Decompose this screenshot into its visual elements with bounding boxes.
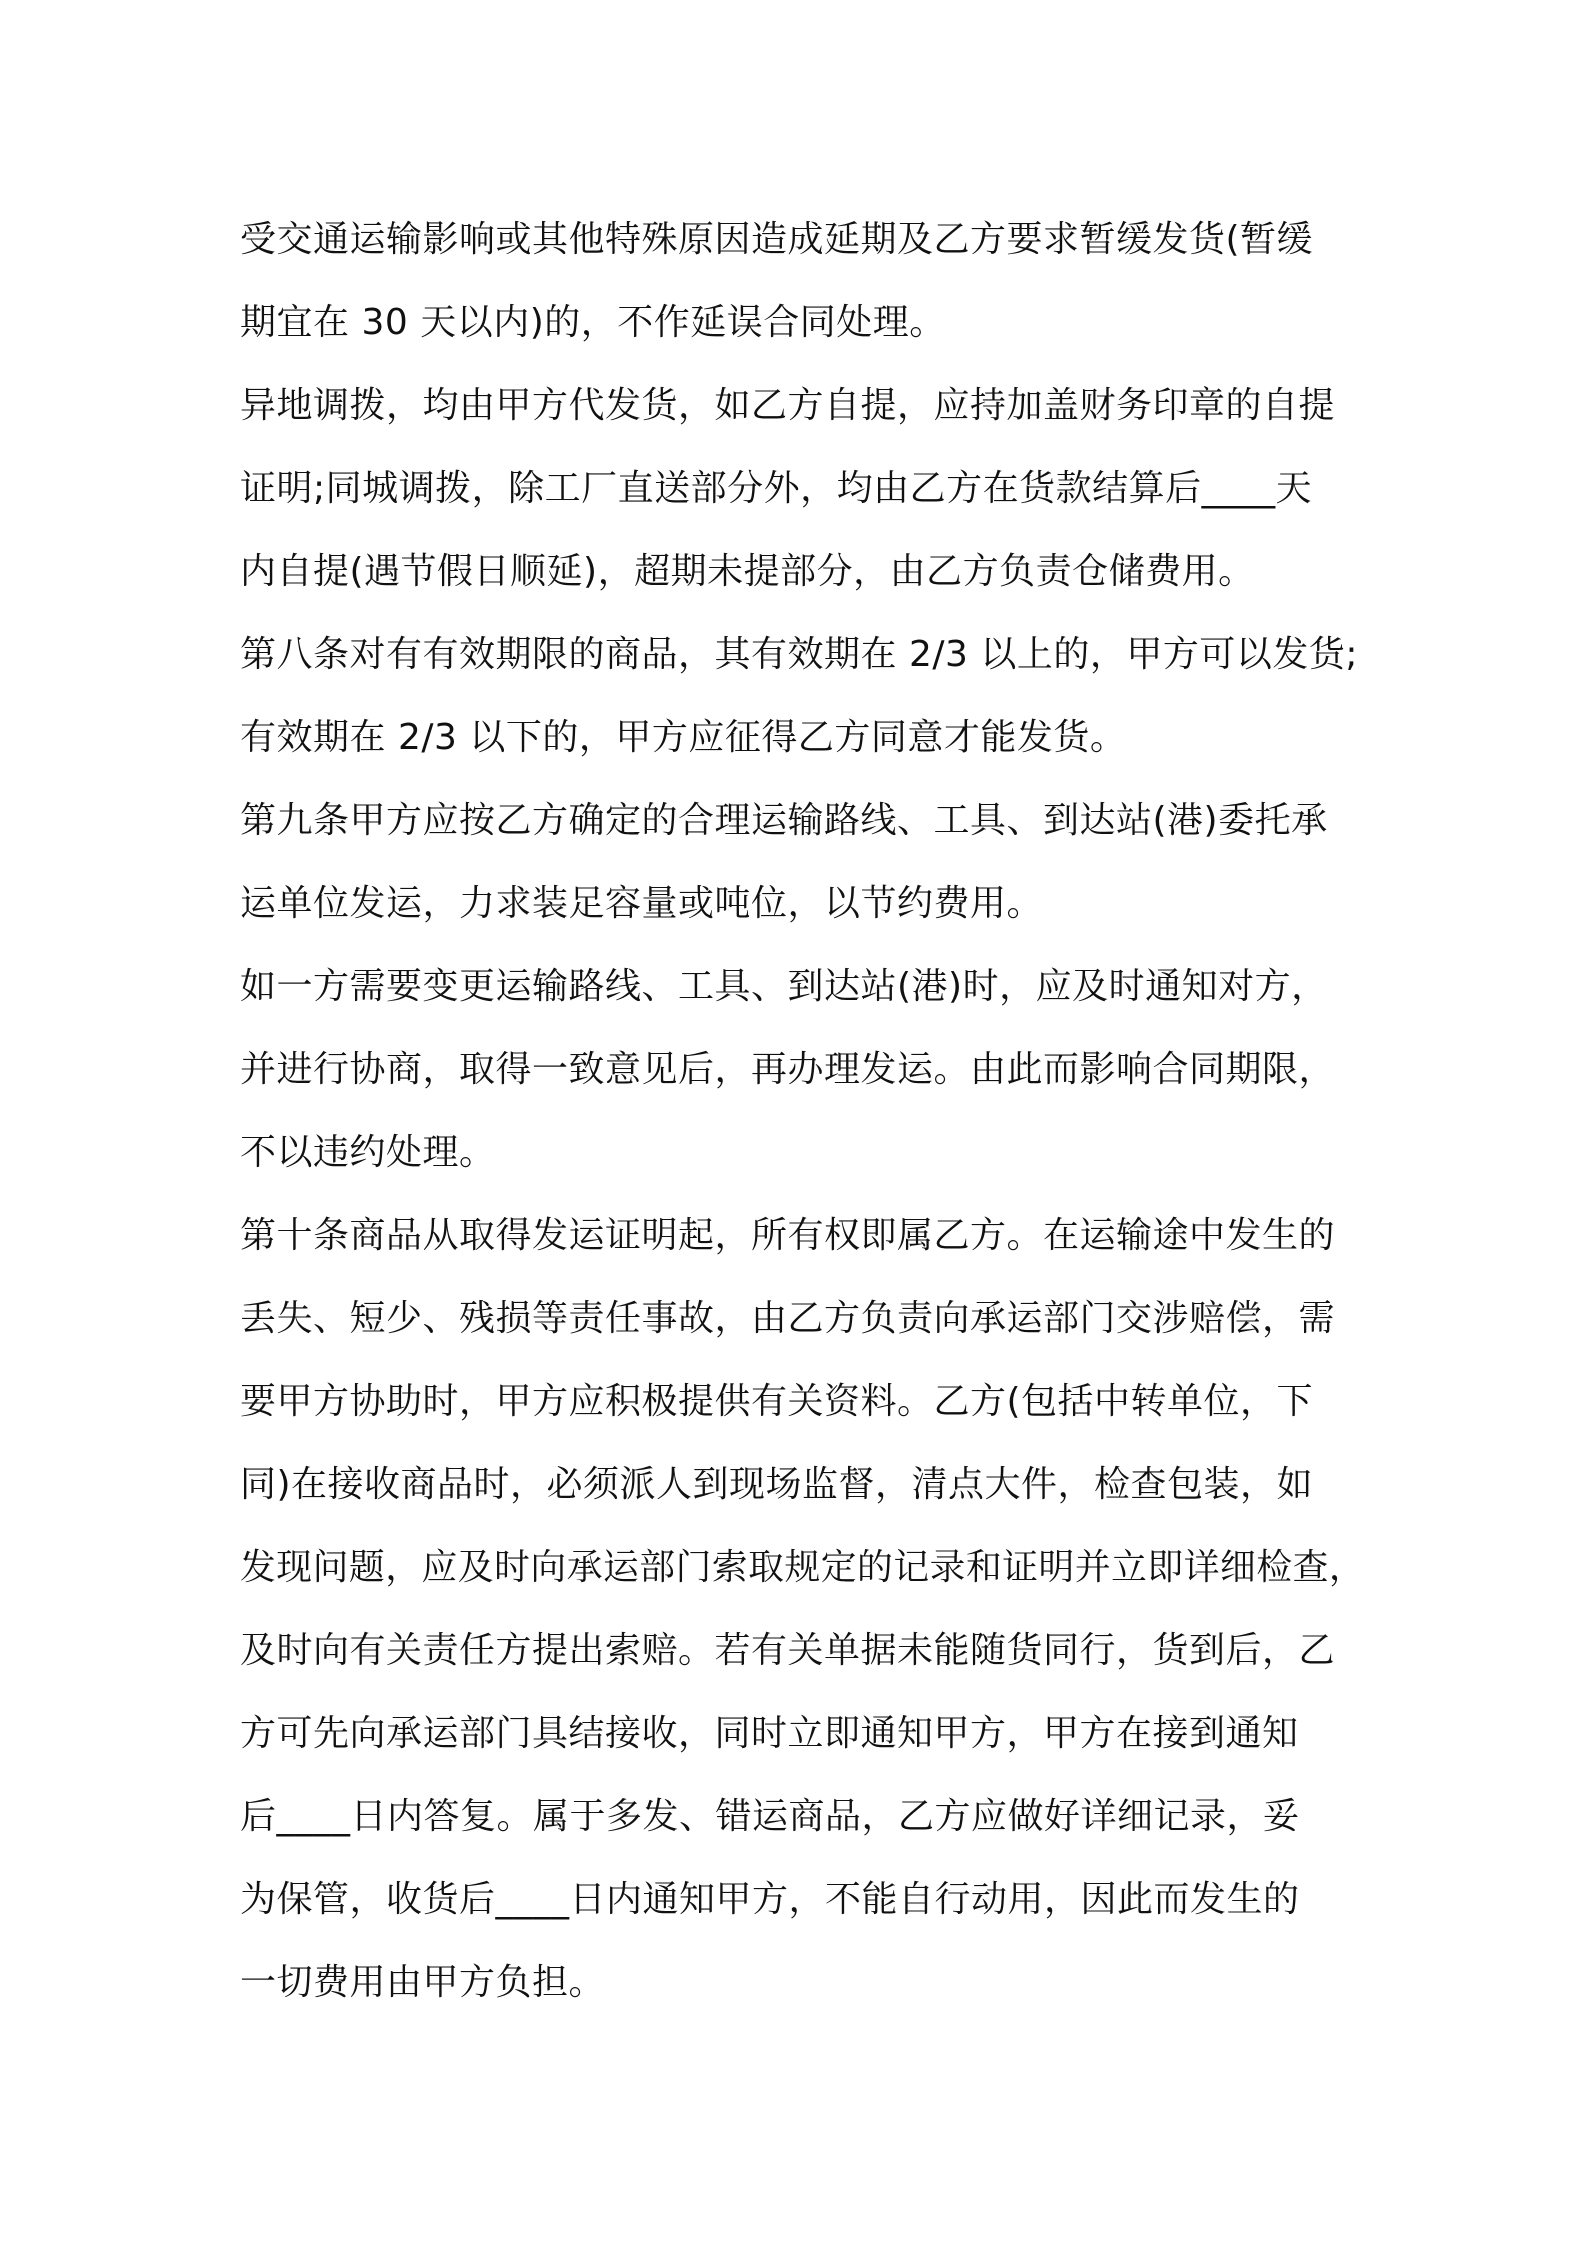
text-line: 第十条商品从取得发运证明起，所有权即属乙方。在运输途中发生的 bbox=[240, 1215, 1336, 1256]
text-line: 受交通运输影响或其他特殊原因造成延期及乙方要求暂缓发货(暂缓 bbox=[240, 219, 1314, 260]
paragraph-article-10 bbox=[240, 1194, 1366, 2024]
text-line: 要甲方协助时，甲方应积极提供有关资料。乙方(包括中转单位，下 bbox=[240, 1381, 1314, 1422]
text-line: 如一方需要变更运输路线、工具、到达站(港)时，应及时通知对方， bbox=[240, 966, 1328, 1007]
text-line: 后____日内答复。属于多发、错运商品，乙方应做好详细记录，妥 bbox=[240, 1796, 1300, 1837]
paragraph-transfer-clause bbox=[240, 364, 1366, 613]
text-line: 第八条对有有效期限的商品，其有效期在 2/3 以上的，甲方可以发货; bbox=[240, 634, 1358, 675]
text-line: 方可先向承运部门具结接收，同时立即通知甲方，甲方在接到通知 bbox=[240, 1713, 1299, 1754]
text-line: 丢失、短少、残损等责任事故，由乙方负责向承运部门交涉赔偿，需 bbox=[240, 1298, 1336, 1339]
paragraph-article-8 bbox=[240, 613, 1366, 779]
text-line: 有效期在 2/3 以下的，甲方应征得乙方同意才能发货。 bbox=[240, 717, 1127, 758]
text-line: 为保管，收货后____日内通知甲方，不能自行动用，因此而发生的 bbox=[240, 1879, 1300, 1920]
text-line: 期宜在 30 天以内)的，不作延误合同处理。 bbox=[240, 302, 946, 343]
paragraph-delay-clause bbox=[240, 198, 1366, 364]
text-line: 同)在接收商品时，必须派人到现场监督，清点大件，检查包装，如 bbox=[240, 1464, 1314, 1505]
paragraph-article-9 bbox=[240, 779, 1366, 945]
document-body bbox=[240, 198, 1366, 2024]
text-line: 及时向有关责任方提出索赔。若有关单据未能随货同行，货到后，乙 bbox=[240, 1630, 1336, 1671]
text-line: 第九条甲方应按乙方确定的合理运输路线、工具、到达站(港)委托承 bbox=[240, 800, 1328, 841]
text-line: 不以违约处理。 bbox=[240, 1132, 496, 1173]
text-line: 发现问题，应及时向承运部门索取规定的记录和证明并立即详细检查， bbox=[240, 1547, 1366, 1588]
text-line: 运单位发运，力求装足容量或吨位，以节约费用。 bbox=[240, 883, 1044, 924]
text-line: 一切费用由甲方负担。 bbox=[240, 1962, 606, 2003]
text-line: 异地调拨，均由甲方代发货，如乙方自提，应持加盖财务印章的自提 bbox=[240, 385, 1336, 426]
text-line: 内自提(遇节假日顺延)，超期未提部分，由乙方负责仓储费用。 bbox=[240, 551, 1255, 592]
text-line: 证明;同城调拨，除工厂直送部分外，均由乙方在货款结算后____天 bbox=[240, 468, 1313, 509]
text-line: 并进行协商，取得一致意见后，再办理发运。由此而影响合同期限， bbox=[240, 1049, 1336, 1090]
paragraph-route-change bbox=[240, 945, 1366, 1194]
